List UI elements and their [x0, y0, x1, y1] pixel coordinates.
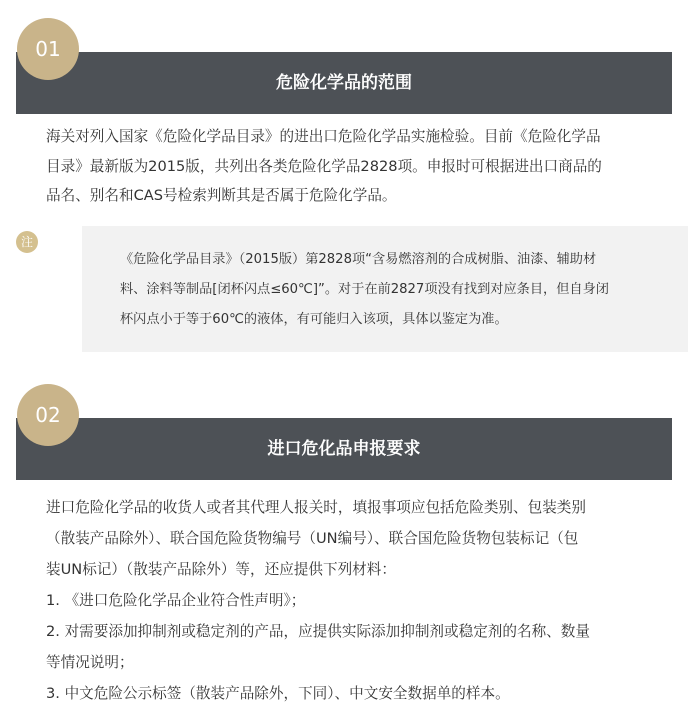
section-number-badge: 02 [17, 384, 79, 446]
section-body-text [46, 122, 666, 211]
note-text [120, 245, 668, 335]
section-title-banner: 危险化学品的范围 [16, 52, 672, 114]
note-box [82, 226, 688, 352]
note-line: 料、涂料等制品[闭杯闪点≤60℃]”。对于在前2827项没有找到对应条目，但自身闭 [120, 282, 609, 297]
text-line: 海关对列入国家《危险化学品目录》的进出口危险化学品实施检验。目前《危险化学品 [46, 128, 601, 145]
note-line: 杯闪点小于等于60℃的液体，有可能归入该项，具体以鉴定为准。 [120, 312, 508, 327]
list-item: 1. 《进口危险化学品企业符合性声明》； [46, 592, 306, 609]
list-item: 2. 对需要添加抑制剂或稳定剂的产品，应提供实际添加抑制剂或稳定剂的名称、数量 [46, 623, 590, 640]
text-line: 进口危险化学品的收货人或者其代理人报关时，填报事项应包括危险类别、包装类别 [46, 499, 586, 516]
section-body-text [46, 492, 666, 709]
note-icon: 注 [16, 231, 38, 253]
text-line: 装UN标记）（散装产品除外）等，还应提供下列材料： [46, 561, 396, 578]
text-line: 目录》最新版为2015版，共列出各类危险化学品2828项。申报时可根据进出口商品的 [46, 157, 602, 175]
section-number-badge: 01 [17, 18, 79, 80]
section-title-banner: 进口危化品申报要求 [16, 418, 672, 480]
note-line: 《危险化学品目录》（2015版）第2828项“含易燃溶剂的合成树脂、油漆、辅助材 [120, 252, 597, 267]
list-item: 3. 中文危险公示标签（散装产品除外，下同）、中文安全数据单的样本。 [46, 685, 510, 702]
list-item-continuation: 等情况说明； [46, 654, 134, 671]
text-line: 品名、别名和CAS号检索判断其是否属于危险化学品。 [46, 187, 397, 204]
text-line: （散装产品除外）、联合国危险货物编号（UN编号）、联合国危险货物包装标记（包 [46, 530, 579, 547]
